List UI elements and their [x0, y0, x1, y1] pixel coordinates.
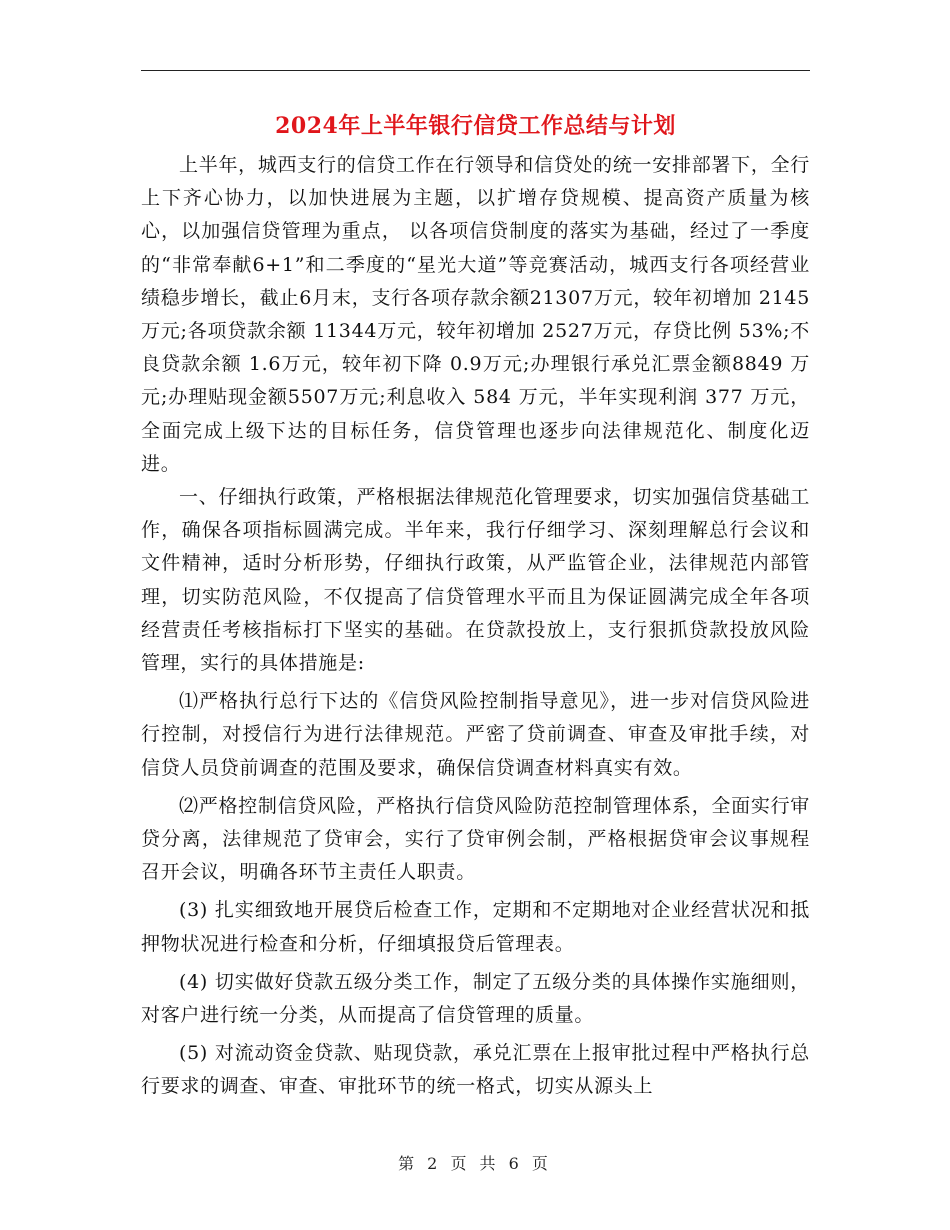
paragraph-item-2: ⑵严格控制信贷风险，严格执行信贷风险防范控制管理体系，全面实行审贷分离，法律规范了贷审会，实行了贷审例会制，严格根据贷审会议事规程召开会议，明确各环节主责任人职责。 [141, 794, 810, 884]
paragraph-item-1: ⑴严格执行总行下达的《信贷风险控制指导意见》，进一步对信贷风险进行控制，对授信行为进行法律规范。严密了贷前调查、审查及审批手续，对信贷人员贷前调查的范围及要求，确保信贷调查材料真实有效。 [141, 690, 810, 779]
document-body [141, 149, 810, 1104]
paragraph-item-4: (4) 切实做好贷款五级分类工作，制定了五级分类的具体操作实施细则，对客户进行统一分类，从而提高了信贷管理的质量。 [141, 970, 810, 1027]
page-number-footer: 第 2 页 共 6 页 [398, 1154, 552, 1173]
document-title: 2024年上半年银行信贷工作总结与计划 [275, 113, 676, 139]
header-rule [141, 70, 810, 71]
paragraph-intro: 上半年，城西支行的信贷工作在行领导和信贷处的统一安排部署下，全行上下齐心协力，以加快进展为主题，以扩增存贷规模、提高资产质量为核心，以加强信贷管理为重点， 以各项信贷制度的落实为基础，经过了一季度的“非常奉献6+1”和二季度的“星光大道”等竞赛活动，城西支行各项经营业绩稳步增长，截止6月末，支行各项存款余额21307万元，较年初增加 2145万元;各项贷款余额 11344万元，较年初增加 2527万元，存贷比例 53%;不良贷款余额 1.6万元，较年初下降 0.9万元;办理银行承兑汇票金额8849 万元;办理贴现金额5507万元;利息收入 584 万元，半年实现利润 377 万元，全面完成上级下达的目标任务，信贷管理也逐步向法律规范化、制度化迈进。 [141, 154, 810, 475]
paragraph-section-one: 一、仔细执行政策，严格根据法律规范化管理要求，切实加强信贷基础工作，确保各项指标圆满完成。半年来，我行仔细学习、深刻理解总行会议和文件精神，适时分析形势，仔细执行政策，从严监管企业，法律规范内部管理，切实防范风险，不仅提高了信贷管理水平而且为保证圆满完成全年各项经营责任考核指标打下坚实的基础。在贷款投放上，支行狠抓贷款投放风险管理，实行的具体措施是: [141, 486, 810, 675]
paragraph-item-3: (3) 扎实细致地开展贷后检查工作，定期和不定期地对企业经营状况和抵押物状况进行检查和分析，仔细填报贷后管理表。 [141, 899, 810, 955]
paragraph-item-5: (5) 对流动资金贷款、贴现贷款，承兑汇票在上报审批过程中严格执行总行要求的调查、审查、审批环节的统一格式，切实从源头上 [141, 1042, 810, 1098]
